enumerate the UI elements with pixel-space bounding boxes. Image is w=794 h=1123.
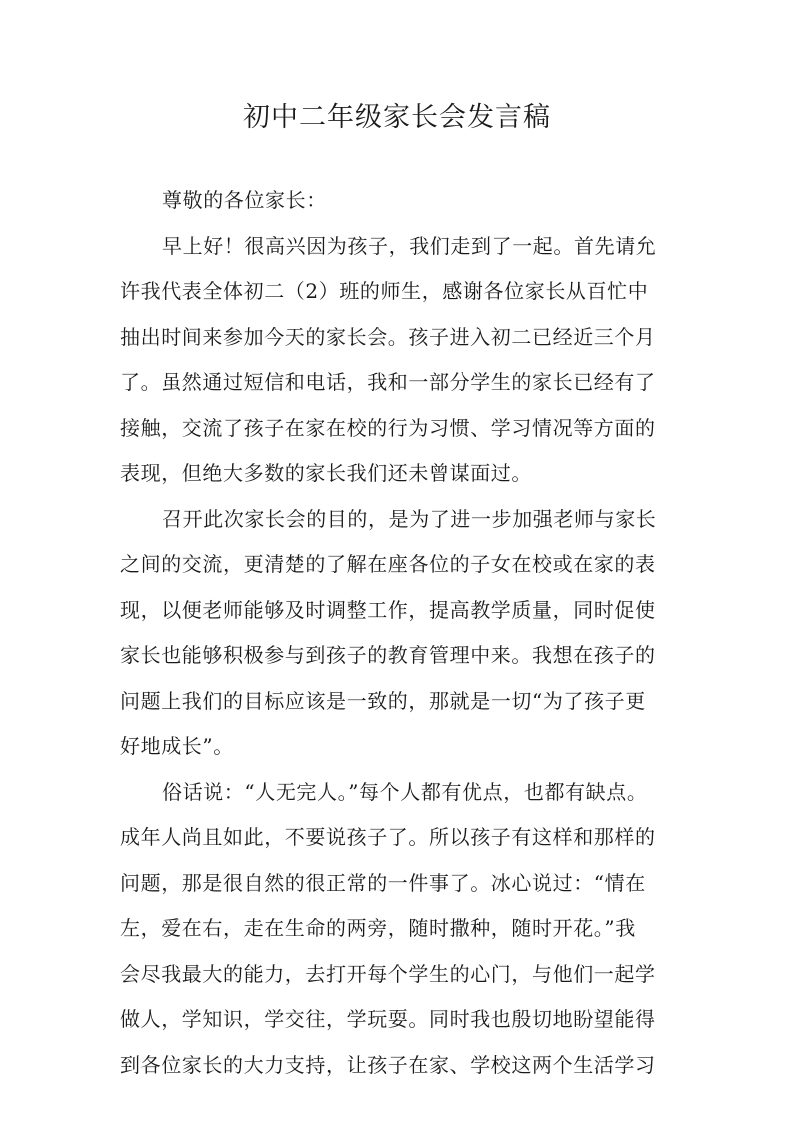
- body-text-line: 左，爱在右，走在生命的两旁，随时撒种，随时开花。”我: [120, 916, 636, 940]
- body-text-line: 尊敬的各位家长：: [162, 188, 327, 212]
- body-text-line: 到各位家长的大力支持，让孩子在家、学校这两个生活学习: [120, 1052, 656, 1077]
- body-text-line: 会尽我最大的能力，去打开每个学生的心门，与他们一起学: [120, 961, 656, 986]
- body-text-line: 好地成长”。: [120, 734, 234, 758]
- body-text-line: 俗话说：“人无完人。”每个人都有优点，也都有缺点。: [162, 779, 648, 804]
- body-text-line: 早上好！很高兴因为孩子，我们走到了一起。首先请允: [162, 233, 657, 258]
- document-body: [120, 178, 680, 1088]
- body-text-line: 了。虽然通过短信和电话，我和一部分学生的家长已经有了: [120, 370, 656, 394]
- body-text-line: 问题上我们的目标应该是一致的，那就是一切“为了孩子更: [120, 688, 646, 713]
- body-text-line: 召开此次家长会的目的，是为了进一步加强老师与家长: [162, 506, 657, 531]
- body-text-line: 现，以便老师能够及时调整工作，提高教学质量，同时促使: [120, 597, 656, 622]
- body-text-line: 之间的交流，更清楚的了解在座各位的子女在校或在家的表: [120, 552, 656, 576]
- body-text-line: 许我代表全体初二（2）班的师生，感谢各位家长从百忙中: [120, 279, 649, 303]
- body-text-line: 抽出时间来参加今天的家长会。孩子进入初二已经近三个月: [120, 324, 656, 349]
- document-title: 初中二年级家长会发言稿: [243, 102, 551, 133]
- body-text-line: 问题，那是很自然的很正常的一件事了。冰心说过：“情在: [120, 870, 646, 895]
- body-text-line: 做人，学知识，学交往，学玩耍。同时我也殷切地盼望能得: [120, 1007, 656, 1031]
- body-text-line: 表现，但绝大多数的家长我们还未曾谋面过。: [120, 461, 532, 485]
- body-text-line: 成年人尚且如此，不要说孩子了。所以孩子有这样和那样的: [120, 825, 656, 849]
- body-text-line: 家长也能够积极参与到孩子的教育管理中来。我想在孩子的: [120, 643, 656, 667]
- body-text-line: 接触，交流了孩子在家在校的行为习惯、学习情况等方面的: [120, 415, 656, 440]
